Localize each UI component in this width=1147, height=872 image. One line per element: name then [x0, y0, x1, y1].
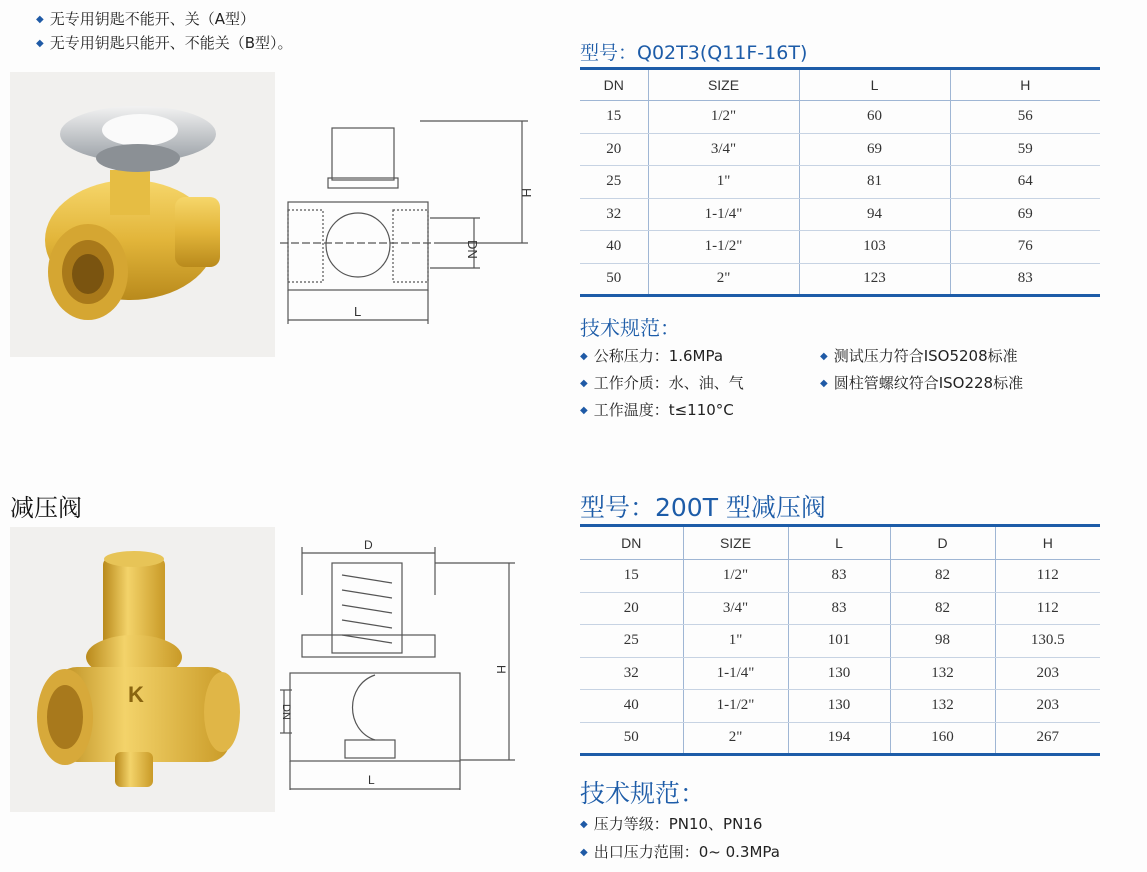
intro-note-a-text: 无专用钥匙不能开、关（A型） [49, 10, 255, 28]
table-cell: 25 [580, 625, 683, 658]
table-cell: 20 [580, 592, 683, 625]
table-cell: 1" [648, 166, 799, 199]
diamond-bullet-icon: ◆ [580, 378, 588, 389]
drawing-label-dn: DN [280, 704, 292, 720]
ball-valve-image [10, 72, 275, 357]
table-cell: 50 [580, 263, 648, 296]
table-row [580, 560, 1100, 593]
table-cell: 2" [683, 722, 788, 755]
spec-table-q02t3 [580, 67, 1100, 297]
intro-note-b [36, 32, 293, 53]
col-header: H [950, 69, 1100, 101]
table-cell: 130 [788, 657, 890, 690]
col-header: DN [580, 526, 683, 560]
table-cell: 203 [995, 657, 1100, 690]
model-label-200t: 型号：200T 型减压阀 [580, 493, 826, 522]
table-cell: 160 [890, 722, 995, 755]
col-header: L [799, 69, 950, 101]
drawing-label-dn: DN [465, 240, 480, 259]
col-header: SIZE [683, 526, 788, 560]
drawing-label-l: L [368, 773, 375, 787]
table-cell: 123 [799, 263, 950, 296]
table-cell: 94 [799, 198, 950, 231]
table-cell: 1/2" [648, 101, 799, 134]
ball-valve-technical-drawing [280, 100, 540, 335]
table-cell: 3/4" [648, 133, 799, 166]
table-cell: 64 [950, 166, 1100, 199]
table-cell: 56 [950, 101, 1100, 134]
table-cell: 20 [580, 133, 648, 166]
pressure-valve-technical-drawing [280, 535, 540, 790]
col-header: D [890, 526, 995, 560]
table-row [580, 657, 1100, 690]
spec-item: ◆ 工作介质：水、油、气 [580, 374, 744, 392]
table-row [580, 101, 1100, 134]
table-cell: 1" [683, 625, 788, 658]
table-cell: 81 [799, 166, 950, 199]
spec-item: ◆ 测试压力符合ISO5208标准 [820, 347, 1018, 365]
pressure-valve-photo [10, 527, 275, 812]
table-cell: 130 [788, 690, 890, 723]
table-cell: 76 [950, 231, 1100, 264]
table-cell: 82 [890, 592, 995, 625]
table-cell: 83 [950, 263, 1100, 296]
table-cell: 1-1/2" [683, 690, 788, 723]
spec-heading-2: 技术规范： [580, 779, 706, 808]
table-cell: 50 [580, 722, 683, 755]
table-cell: 32 [580, 657, 683, 690]
table-cell: 59 [950, 133, 1100, 166]
intro-note-a [36, 8, 255, 29]
table-row [580, 231, 1100, 264]
table-cell: 15 [580, 560, 683, 593]
table-row [580, 166, 1100, 199]
spec-table-200t [580, 524, 1100, 756]
col-header: DN [580, 69, 648, 101]
table-cell: 130.5 [995, 625, 1100, 658]
table-row [580, 592, 1100, 625]
table-cell: 112 [995, 560, 1100, 593]
drawing-label-d: D [364, 538, 373, 552]
table-cell: 203 [995, 690, 1100, 723]
table-cell: 1-1/4" [683, 657, 788, 690]
table-cell: 103 [799, 231, 950, 264]
table-cell: 25 [580, 166, 648, 199]
table-cell: 2" [648, 263, 799, 296]
table-cell: 132 [890, 657, 995, 690]
table-cell: 15 [580, 101, 648, 134]
table-row [580, 690, 1100, 723]
pressure-valve-image [10, 527, 275, 812]
table-cell: 112 [995, 592, 1100, 625]
diamond-bullet-icon: ◆ [580, 819, 588, 830]
table-row [580, 133, 1100, 166]
table-cell: 69 [950, 198, 1100, 231]
table-row [580, 263, 1100, 296]
spec-item: ◆ 出口压力范围：0~ 0.3MPa [580, 843, 780, 861]
table-cell: 98 [890, 625, 995, 658]
section-title-pressure-reducing-valve: 减压阀 [10, 494, 82, 522]
col-header: H [995, 526, 1100, 560]
table-row [580, 198, 1100, 231]
table-cell: 32 [580, 198, 648, 231]
table-cell: 132 [890, 690, 995, 723]
col-header: SIZE [648, 69, 799, 101]
table-cell: 1-1/2" [648, 231, 799, 264]
model-label-q02t3: 型号：Q02T3(Q11F-16T) [580, 42, 808, 64]
diamond-bullet-icon: ◆ [36, 14, 44, 25]
table-cell: 83 [788, 592, 890, 625]
table-cell: 60 [799, 101, 950, 134]
table-cell: 194 [788, 722, 890, 755]
ball-valve-photo [10, 72, 275, 357]
table-cell: 1-1/4" [648, 198, 799, 231]
table-cell: 83 [788, 560, 890, 593]
spec-item: ◆ 压力等级：PN10、PN16 [580, 815, 763, 833]
diamond-bullet-icon: ◆ [580, 351, 588, 362]
spec-item: ◆ 工作温度：t≤110°C [580, 401, 734, 419]
col-header: L [788, 526, 890, 560]
brand-mark-logo: K [128, 682, 144, 707]
intro-note-b-text: 无专用钥匙只能开、不能关（B型）。 [49, 34, 293, 52]
table-cell: 40 [580, 690, 683, 723]
table-row [580, 625, 1100, 658]
table-row [580, 722, 1100, 755]
table-cell: 40 [580, 231, 648, 264]
diamond-bullet-icon: ◆ [580, 405, 588, 416]
table-cell: 1/2" [683, 560, 788, 593]
table-cell: 69 [799, 133, 950, 166]
ball-valve-drawing [280, 100, 540, 335]
drawing-label-h: H [519, 188, 534, 198]
table-cell: 101 [788, 625, 890, 658]
table-cell: 3/4" [683, 592, 788, 625]
diamond-bullet-icon: ◆ [580, 847, 588, 858]
pressure-valve-drawing [280, 535, 540, 790]
table-cell: 267 [995, 722, 1100, 755]
diamond-bullet-icon: ◆ [820, 378, 828, 389]
diamond-bullet-icon: ◆ [36, 38, 44, 49]
spec-item: ◆ 圆柱管螺纹符合ISO228标准 [820, 374, 1024, 392]
spec-heading-1: 技术规范： [580, 316, 680, 340]
drawing-label-h: H [494, 665, 508, 674]
diamond-bullet-icon: ◆ [820, 351, 828, 362]
drawing-label-l: L [354, 304, 362, 319]
spec-item: ◆ 公称压力：1.6MPa [580, 347, 724, 365]
table-cell: 82 [890, 560, 995, 593]
